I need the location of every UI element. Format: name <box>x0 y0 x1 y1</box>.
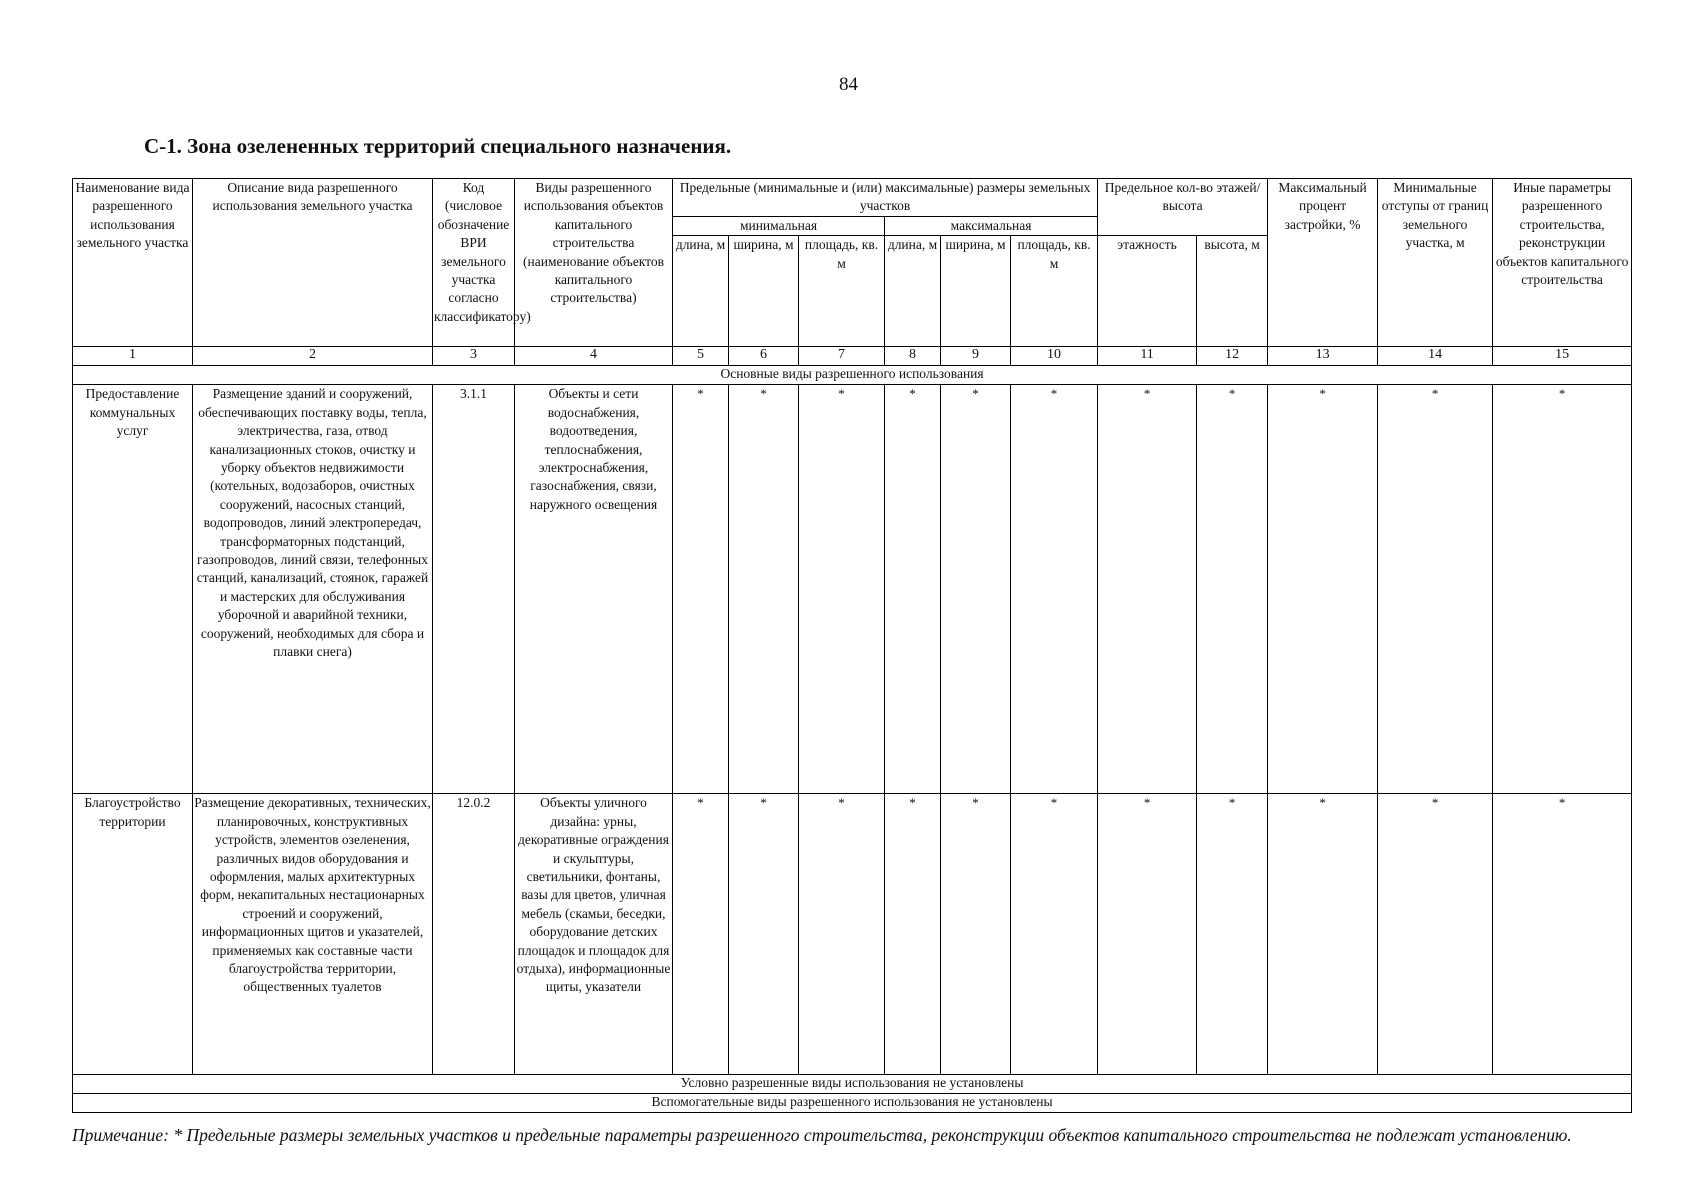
column-number: 4 <box>515 347 673 366</box>
header-maximum: максимальная <box>885 217 1098 236</box>
use-type-name: Благоустройство территории <box>73 794 193 1075</box>
page-number: 84 <box>839 74 858 95</box>
value-cell: * <box>1011 385 1098 794</box>
use-description: Размещение зданий и сооружений, обеспечивающих поставку воды, тепла, электричества, газа, отвод канализационных стоков, очистку и уборку объектов недвижимости (котельных, водозаборов, очистных сооружений, насосных станций, водопроводов, линий электропередач, трансформаторных подстанций, газопроводов, линий связи, телефонных станций, канализаций, стоянок, гаражей и мастерских для обслуживания уборочной и аварийной техники, сооружений, необходимых для сбора и плавки снега) <box>193 385 433 794</box>
header-min-width: ширина, м <box>729 236 799 347</box>
header-max-width: ширина, м <box>941 236 1011 347</box>
header-use-description: Описание вида разрешенного использования земельного участка <box>193 179 433 347</box>
column-number: 8 <box>885 347 941 366</box>
value-cell: * <box>799 385 885 794</box>
header-other-parameters: Иные параметры разрешенного строительства, реконструкции объектов капитального строительства <box>1493 179 1632 347</box>
value-cell: * <box>885 385 941 794</box>
header-min-area: площадь, кв. м <box>799 236 885 347</box>
value-cell: * <box>1098 385 1197 794</box>
use-code: 12.0.2 <box>433 794 515 1075</box>
value-cell: * <box>1197 385 1268 794</box>
column-number: 13 <box>1268 347 1378 366</box>
header-height: высота, м <box>1197 236 1268 347</box>
capital-objects: Объекты уличного дизайна: урны, декоративные ограждения и скульптуры, светильники, фонтаны, вазы для цветов, уличная мебель (скамьи, беседки, оборудование детских площадок и площадок для отдыха), информационные щиты, указатели <box>515 794 673 1075</box>
column-number: 15 <box>1493 347 1632 366</box>
value-cell: * <box>1268 794 1378 1075</box>
use-code: 3.1.1 <box>433 385 515 794</box>
value-cell: * <box>673 385 729 794</box>
header-max-building-percent: Максимальный процент застройки, % <box>1268 179 1378 347</box>
value-cell: * <box>1268 385 1378 794</box>
value-cell: * <box>1197 794 1268 1075</box>
header-max-length: длина, м <box>885 236 941 347</box>
value-cell: * <box>673 794 729 1075</box>
page-title: С-1. Зона озелененных территорий специального назначения. <box>144 134 732 158</box>
value-cell: * <box>1493 794 1632 1075</box>
value-cell: * <box>941 385 1011 794</box>
value-cell: * <box>1378 385 1493 794</box>
value-cell: * <box>729 794 799 1075</box>
column-number: 11 <box>1098 347 1197 366</box>
value-cell: * <box>1493 385 1632 794</box>
header-max-area: площадь, кв. м <box>1011 236 1098 347</box>
footnote: Примечание: * Предельные размеры земельных участков и предельные параметры разрешенного строительства, реконструкции объектов капитального строительства не подлежат установлению. <box>72 1125 1572 1145</box>
column-number: 2 <box>193 347 433 366</box>
header-minimum: минимальная <box>673 217 885 236</box>
column-number: 7 <box>799 347 885 366</box>
header-floors-height-limit: Предельное кол-во этажей/высота <box>1098 179 1268 236</box>
header-use-type-name: Наименование вида разрешенного использования земельного участка <box>73 179 193 347</box>
column-number: 9 <box>941 347 1011 366</box>
column-number: 6 <box>729 347 799 366</box>
header-min-length: длина, м <box>673 236 729 347</box>
header-min-setbacks: Минимальные отступы от границ земельного участка, м <box>1378 179 1493 347</box>
column-number: 14 <box>1378 347 1493 366</box>
column-number: 10 <box>1011 347 1098 366</box>
header-capital-objects: Виды разрешенного использования объектов капитального строительства (наименование объектов капитального строительства) <box>515 179 673 347</box>
capital-objects: Объекты и сети водоснабжения, водоотведения, теплоснабжения, электроснабжения, газоснабжения, связи, наружного освещения <box>515 385 673 794</box>
use-description: Размещение декоративных, технических, планировочных, конструктивных устройств, элементов озеленения, различных видов оборудования и оформления, малых архитектурных форм, некапитальных нестационарных строений и сооружений, информационных щитов и указателей, применяемых как составные части благоустройства территории, общественных туалетов <box>193 794 433 1075</box>
header-code: Код (числовое обозначение ВРИ земельного участка согласно классификатору) <box>433 179 515 347</box>
value-cell: * <box>941 794 1011 1075</box>
value-cell: * <box>885 794 941 1075</box>
value-cell: * <box>1378 794 1493 1075</box>
value-cell: * <box>1011 794 1098 1075</box>
section-auxiliary-uses: Вспомогательные виды разрешенного использования не установлены <box>73 1094 1632 1113</box>
section-conditional-uses: Условно разрешенные виды использования не установлены <box>73 1075 1632 1094</box>
zone-parameters-table <box>72 178 1632 1113</box>
value-cell: * <box>1098 794 1197 1075</box>
section-main-uses: Основные виды разрешенного использования <box>73 366 1632 385</box>
table-row <box>73 385 1632 794</box>
column-number: 1 <box>73 347 193 366</box>
column-number: 12 <box>1197 347 1268 366</box>
value-cell: * <box>799 794 885 1075</box>
table-row <box>73 794 1632 1075</box>
header-floors: этажность <box>1098 236 1197 347</box>
use-type-name: Предоставление коммунальных услуг <box>73 385 193 794</box>
column-number: 5 <box>673 347 729 366</box>
value-cell: * <box>729 385 799 794</box>
column-number: 3 <box>433 347 515 366</box>
header-plot-size-limits: Предельные (минимальные и (или) максимальные) размеры земельных участков <box>673 179 1098 217</box>
